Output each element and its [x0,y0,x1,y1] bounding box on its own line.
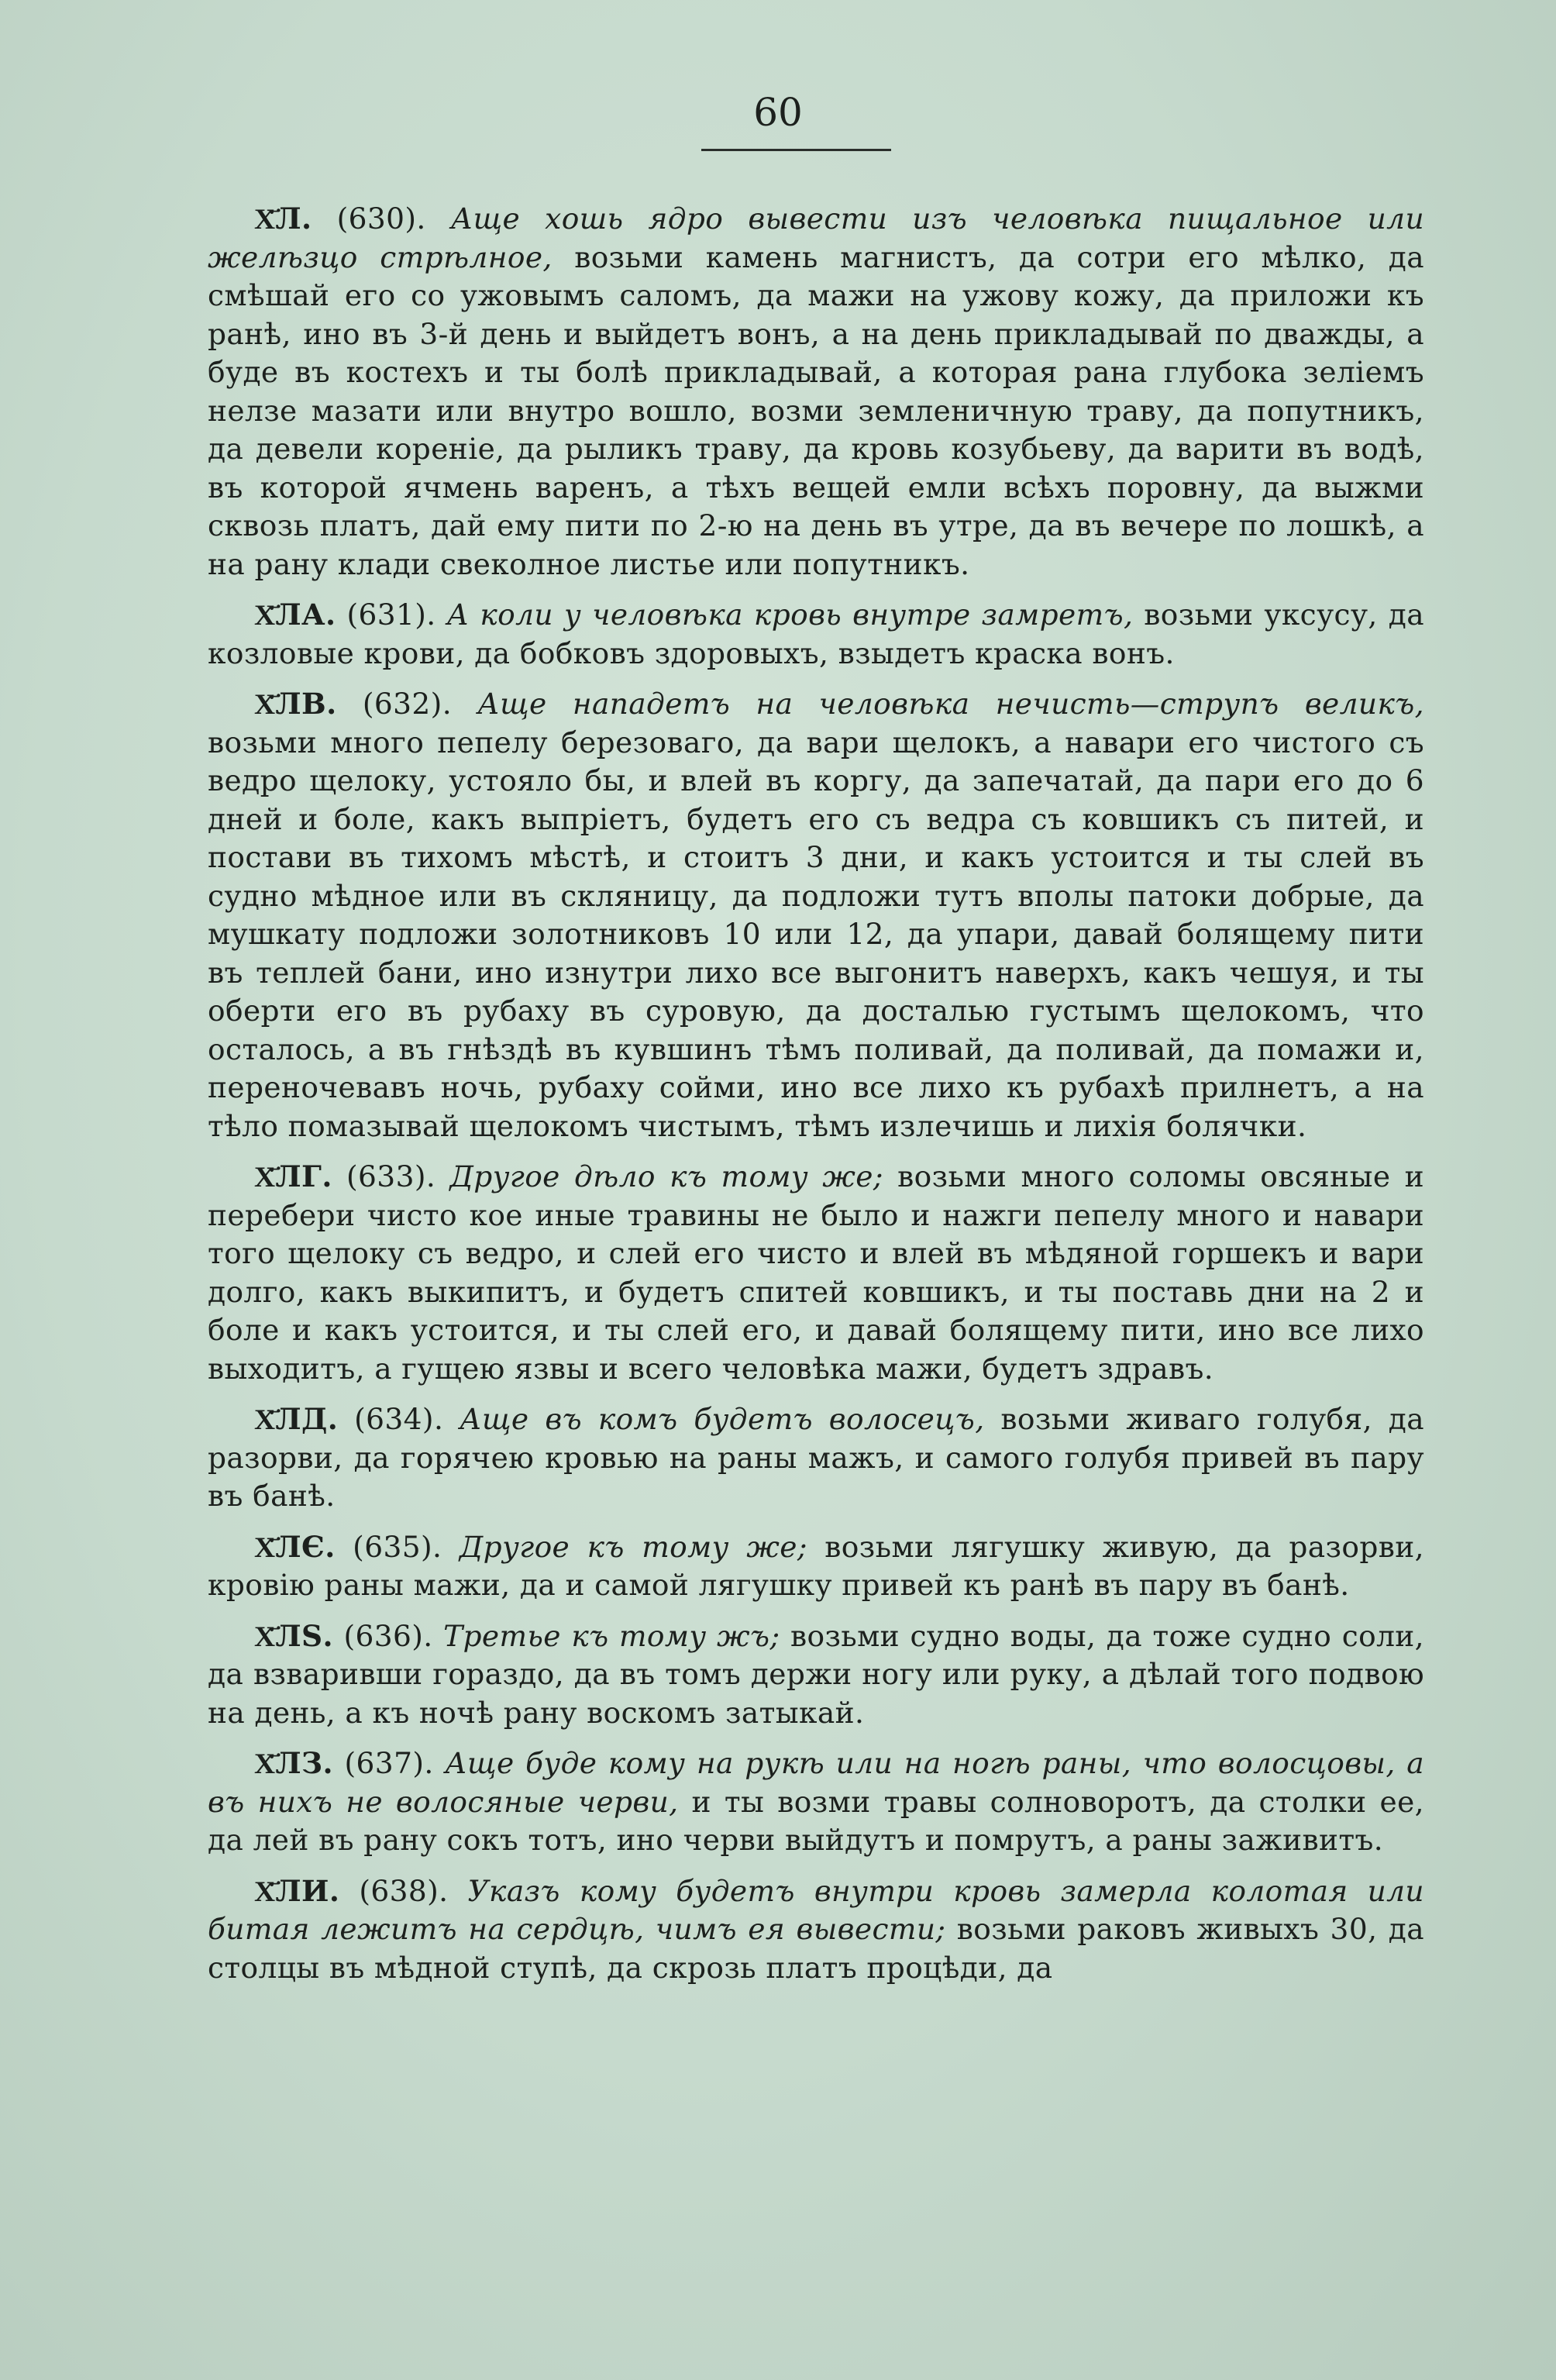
entries-list [208,200,1424,1999]
entry-title: А коли у человѣка кровь внутре замретъ, [446,598,1134,632]
entry-ref: (637). [344,1746,434,1780]
entry-ref: (638). [359,1873,449,1908]
header-rule [701,149,891,151]
entry-number: Х҃ЛВ. [254,687,337,721]
entry-number: Х҃ЛЅ. [254,1618,333,1653]
entry-631 [208,596,1424,673]
entry-633 [208,1158,1424,1388]
entry-ref: (630). [336,201,426,236]
entry-body: возьми лягушку живую, да разорви, кровію раны мажи, да и самой лягушку привей къ ранѣ въ пару въ банѣ. [208,1529,1424,1602]
entry-number: Х҃ЛИ. [254,1873,340,1908]
entry-body: возьми много соломы овсяные и перебери чисто кое иные травины не было и нажги пепелу много и навари того щелоку съ ведро, и слей его чисто и влей въ мѣдяной горшекъ и вари долго, какъ выкипитъ, и будетъ спитей ковшикъ, и ты поставь дни на 2 и боле и какъ устоится, и ты слей его, и давай болящему пити, ино все лихо выходитъ, а гущею язвы и всего человѣка мажи, будетъ здравъ. [208,1159,1425,1386]
entry-number: Х҃ЛА. [254,598,336,632]
entry-636 [208,1617,1424,1733]
entry-body: возьми камень магнистъ, да сотри его мѣлко, да смѣшай его со ужовымъ саломъ, да мажи на ужову кожу, да приложи къ ранѣ, ино въ 3-й день и выйдетъ вонъ, а на день прикладывай по дважды, а буде въ костехъ и ты болѣ прикладывай, а которая рана глубока зеліемъ нелзе мазати или внутро вошло, возми земленичную траву, да попутникъ, да девели кореніе, да рыликъ траву, да кровь козубьеву, да варити въ водѣ, въ которой ячмень варенъ, а тѣхъ вещей емли всѣхъ поровну, да выжми сквозь платъ, дай ему пити по 2-ю на день въ утре, да въ вечере по лошкѣ, а на рану клади свеколное листье или попутникъ. [208,239,1424,581]
entry-ref: (636). [343,1618,433,1653]
entry-630 [208,200,1424,584]
entry-number: Х҃ЛГ. [254,1159,332,1193]
entry-title: Другое дѣло къ тому же; [449,1159,883,1193]
page-number: 60 [753,90,803,135]
entry-title: Другое къ тому же; [459,1529,807,1564]
entry-ref: (633). [346,1159,436,1193]
entry-ref: (635). [353,1529,442,1564]
entry-body: возьми много пепелу березоваго, да вари щелокъ, а навари его чистого съ ведро щелоку, устояло бы, и влей въ коргу, да запечатай, да пари его до 6 дней и боле, какъ выпріетъ, будетъ его съ ведра съ ковшикъ съ питей, и постави въ тихомъ мѣстѣ, и стоитъ 3 дни, и какъ устоится и ты слей въ судно мѣдное или въ скляницу, да подложи тутъ вполы патоки добрые, да мушкату подложи золотниковъ 10 или 12, да упари, давай болящему пити въ теплей бани, ино изнутри лихо все выгонитъ наверхъ, какъ чешуя, и ты оберти его въ рубаху въ суровую, да досталью густымъ щелокомъ, что осталось, а въ гнѣздѣ въ кувшинъ тѣмъ поливай, да поливай, да помажи и, переночевавъ ночь, рубаху сойми, ино все лихо къ рубахѣ прилнетъ, а на тѣло помазывай щелокомъ чистымъ, тѣмъ излечишь и лихія болячки. [208,725,1424,1143]
entry-number: Х҃Л. [254,201,312,236]
entry-title: Аще нападетъ на человѣка нечисть—струпъ великъ, [477,687,1424,721]
entry-number: Х҃ЛД. [254,1402,339,1436]
entry-body: возьми живаго голубя, да разорви, да горячею кровью на раны мажъ, и самого голубя привей въ пару въ банѣ. [208,1402,1425,1513]
entry-number: Х҃ЛЄ. [254,1529,336,1564]
entry-ref: (631). [346,598,436,632]
entry-body: возьми раковъ живыхъ 30, да столцы въ мѣдной ступѣ, да скрозь платъ процѣди, да [208,1912,1424,1985]
entry-ref: (632). [362,687,453,721]
entry-body: возьми уксусу, да козловые крови, да бобковъ здоровыхъ, взыдетъ краска вонъ. [208,598,1424,670]
entry-title: Аще хошь ядро вывести изъ человѣка пищальное или желѣзцо стрѣлное, [208,201,1425,274]
entry-634 [208,1400,1424,1516]
entry-title: Аще въ комъ будетъ волосецъ, [460,1402,985,1436]
entry-title: Третье къ тому жъ; [443,1618,780,1653]
entry-ref: (634). [354,1402,444,1436]
entry-635 [208,1528,1424,1605]
entry-title: Указъ кому будетъ внутри кровь замерла колотая или битая лежитъ на сердцѣ, чимъ ея вывести; [208,1873,1424,1946]
entry-number: Х҃ЛЗ. [254,1746,333,1780]
entry-body: и ты возми травы солноворотъ, да столки ее, да лей въ рану сокъ тотъ, ино черви выйдутъ и помрутъ, а раны заживитъ. [208,1784,1424,1857]
entry-632 [208,685,1424,1145]
entry-638 [208,1872,1424,1988]
entry-title: Аще буде кому на рукѣ или на ногѣ раны, что волосцовы, а въ нихъ не волосяные черви, [208,1746,1424,1819]
entry-637 [208,1745,1424,1860]
entry-body: возьми судно воды, да тоже судно соли, да взваривши гораздо, да въ томъ держи ногу или руку, а дѣлай того подвою на день, а къ ночѣ рану воскомъ затыкай. [208,1618,1425,1730]
